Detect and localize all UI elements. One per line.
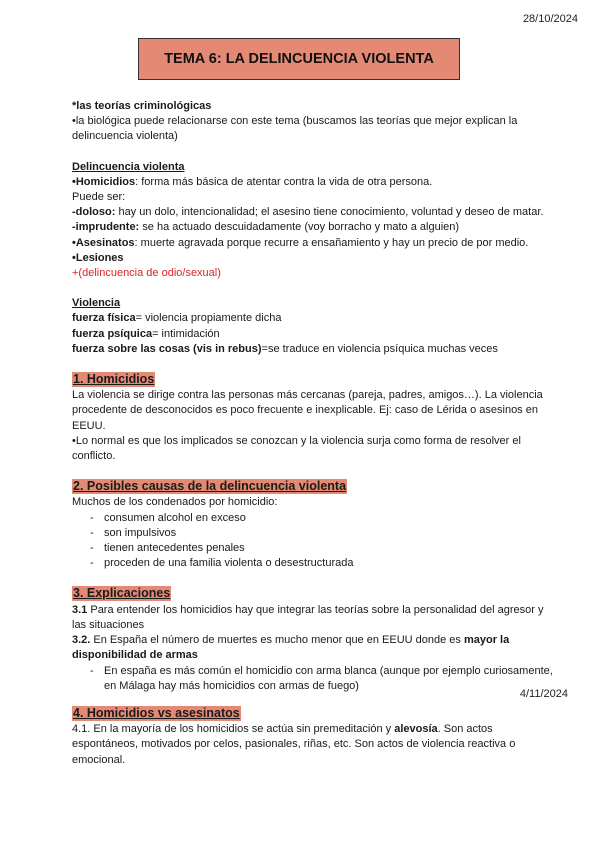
list-item: - proceden de una familia violenta o desestructurada (90, 556, 560, 571)
psiquica-text: = intimidación (152, 327, 220, 340)
p2-text: En España el número de muertes es mucho menor que en EEUU donde es (90, 634, 464, 647)
section1-para: La violencia se dirige contra las personas más cercanas (pareja, padres, amigos…). La violencia procedente de desconocidos es poco frecuente e inexplicable. Ej: caso de Lérida o asesinos en EEUU. (72, 389, 543, 432)
cosas-label: fuerza sobre las cosas (vis in rebus) (72, 342, 262, 355)
homicidios-label: •Homicidios (72, 175, 136, 188)
section4-para (72, 722, 560, 768)
homicidios-text: : forma más básica de atentar contra la vida de otra persona. (135, 175, 433, 188)
section4-block (72, 706, 560, 768)
section1-note: •Lo normal es que los implicados se conozcan y la violencia surja como forma de resolver el conflicto. (72, 434, 521, 463)
list-item: - En españa es más común el homicidio con arma blanca (aunque por ejemplo curiosamente, en Málaga hay más homicidios con armas de fuego) (90, 664, 560, 694)
asesinatos-line (72, 236, 560, 251)
list-item: - son impulsivos (90, 526, 560, 541)
homicidios-line (72, 175, 560, 190)
section3-p1 (72, 603, 560, 633)
section4-heading: 4. Homicidios vs asesinatos (73, 706, 240, 720)
violencia-heading: Violencia (72, 297, 121, 310)
puede-ser: Puede ser: (72, 191, 126, 204)
delincuencia-heading: Delincuencia violenta (72, 160, 185, 173)
fisica-label: fuerza física (72, 312, 136, 325)
p2-bold: mayor la disponibilidad de armas (72, 634, 510, 662)
explicaciones-list (72, 664, 560, 694)
odio-line: +(delincuencia de odio/sexual) (72, 267, 221, 280)
psiquica-label: fuerza psíquica (72, 327, 153, 340)
document-body (72, 99, 560, 694)
lesiones-line: •Lesiones (72, 251, 124, 264)
p1-text: Para entender los homicidios hay que integrar las teorías sobre la personalidad del agresor y las situaciones (72, 603, 544, 631)
list-item: - consumen alcohol en exceso (90, 511, 560, 526)
section3-p2 (72, 633, 560, 663)
intro-title: *las teorías criminológicas (72, 100, 212, 112)
date-mid: 4/11/2024 (519, 688, 568, 700)
section3-heading: 3. Explicaciones (73, 586, 171, 601)
section2-heading: 2. Posibles causas de la delincuencia violenta (73, 479, 347, 494)
p1-num: 3.1 (72, 603, 88, 616)
doloso-label: -doloso: (72, 206, 116, 219)
list-item: - tienen antecedentes penales (90, 541, 560, 556)
doloso-text: hay un dolo, intencionalidad; el asesino tiene conocimiento, voluntad y deseo de matar. (115, 206, 544, 219)
s4-bold: alevosía (394, 723, 438, 736)
date-top: 28/10/2024 (522, 13, 578, 25)
fisica-line (72, 311, 560, 326)
imprudente-text: se ha actuado descuidadamente (voy borracho y mato a alguien) (139, 221, 460, 234)
cosas-text: =se traduce en violencia psíquica muchas veces (261, 342, 498, 355)
psiquica-line (72, 327, 560, 342)
s4-end: . Son actos espontáneos, motivados por celos, pasionales, riñas, etc. Son actos de violencia reactiva o emocional. (72, 723, 516, 766)
cosas-line (72, 342, 560, 357)
fisica-text: = violencia propiamente dicha (135, 312, 282, 325)
s4-start: 4.1. En la mayoría de los homicidios se actúa sin premeditación y (72, 723, 395, 736)
section1-heading: 1. Homicidios (73, 372, 155, 387)
imprudente-label: -imprudente: (72, 221, 140, 234)
causes-list (72, 511, 560, 572)
page-title: TEMA 6: LA DELINCUENCIA VIOLENTA (138, 38, 460, 80)
section2-intro: Muchos de los condenados por homicidio: (72, 496, 278, 509)
intro-line: •la biológica puede relacionarse con este tema (buscamos las teorías que mejor explican la delincuencia violenta) (72, 115, 518, 143)
doloso-line (72, 205, 560, 220)
asesinatos-text: : muerte agravada porque recurre a ensañamiento y hay un precio de por medio. (134, 236, 529, 249)
p2-num: 3.2. (72, 634, 91, 647)
asesinatos-label: •Asesinatos (72, 236, 135, 249)
imprudente-line (72, 220, 560, 235)
